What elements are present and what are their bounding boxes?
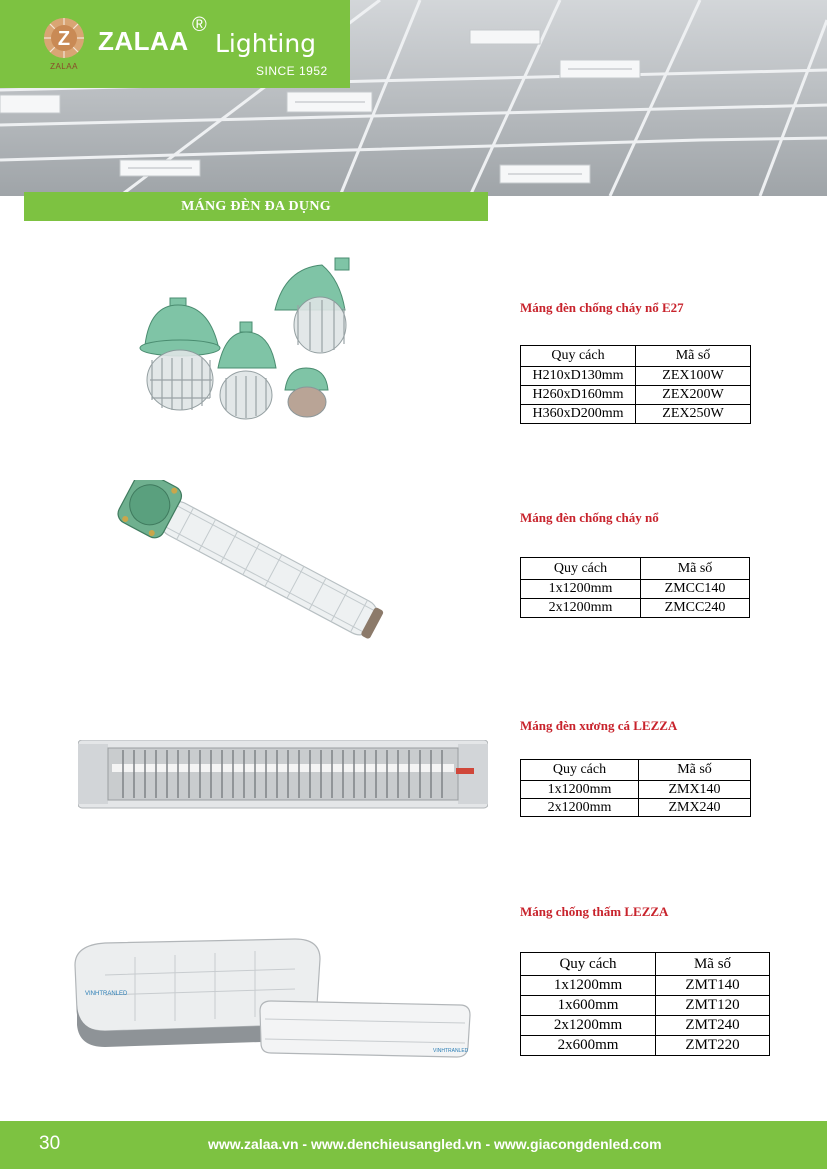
- explosion-proof-lamps-image: [130, 250, 360, 425]
- svg-text:Z: Z: [57, 28, 71, 50]
- page-number: 30: [39, 1133, 61, 1154]
- product-title-4: Máng chống thấm LEZZA: [520, 904, 669, 919]
- table-cell: ZMT240: [656, 1016, 770, 1036]
- header-spec: Quy cách: [521, 558, 641, 580]
- table-cell: 1x600mm: [521, 996, 656, 1016]
- brand-suffix: Lighting: [215, 29, 317, 58]
- product-title-1: Máng đèn chống cháy nổ E27: [520, 300, 684, 315]
- header-code: Mã số: [641, 558, 750, 580]
- table-cell: ZMT140: [656, 976, 770, 996]
- header-spec: Quy cách: [521, 346, 636, 367]
- table-cell: ZMCC140: [641, 580, 750, 599]
- header-code: Mã số: [639, 760, 751, 781]
- table-cell: 1x1200mm: [521, 976, 656, 996]
- table-cell: 1x1200mm: [521, 580, 641, 599]
- table-cell: ZEX250W: [636, 405, 751, 424]
- table-cell: 2x600mm: [521, 1036, 656, 1056]
- logo-box: [0, 0, 350, 88]
- table-cell: 2x1200mm: [521, 1016, 656, 1036]
- header-spec: Quy cách: [521, 760, 639, 781]
- logo-caption: ZALAA: [50, 62, 78, 71]
- header-code: Mã số: [636, 346, 751, 367]
- spec-table-1: [520, 345, 751, 424]
- table-cell: ZEX200W: [636, 386, 751, 405]
- table-cell: H210xD130mm: [521, 367, 636, 386]
- footer: [0, 1121, 827, 1169]
- table-cell: ZMT120: [656, 996, 770, 1016]
- zalaa-logo-icon: [38, 14, 90, 62]
- table-cell: ZEX100W: [636, 367, 751, 386]
- spec-table-3: [520, 759, 751, 817]
- footer-links[interactable]: www.zalaa.vn - www.denchieusangled.vn - www.giacongdenled.com: [208, 1136, 662, 1152]
- table-cell: 1x1200mm: [521, 781, 639, 799]
- spec-table-2: [520, 557, 750, 618]
- table-cell: ZMT220: [656, 1036, 770, 1056]
- svg-text:VINHTRANLED: VINHTRANLED: [85, 991, 128, 997]
- registered-mark: ®: [192, 14, 207, 36]
- explosion-proof-tube-image: [100, 480, 390, 640]
- product-title-2: Máng đèn chống cháy nổ: [520, 510, 659, 525]
- waterproof-fixture-image: [65, 935, 495, 1065]
- table-cell: ZMX240: [639, 799, 751, 817]
- svg-text:VINHTRANLED: VINHTRANLED: [433, 1048, 469, 1054]
- header-banner: [0, 0, 827, 196]
- spec-table-4: [520, 952, 770, 1056]
- fishbone-fixture-image: [78, 740, 488, 810]
- table-cell: ZMX140: [639, 781, 751, 799]
- table-cell: 2x1200mm: [521, 799, 639, 817]
- product-title-3: Máng đèn xương cá LEZZA: [520, 718, 678, 733]
- table-cell: H260xD160mm: [521, 386, 636, 405]
- brand-name: ZALAA: [98, 26, 189, 56]
- table-cell: H360xD200mm: [521, 405, 636, 424]
- table-cell: 2x1200mm: [521, 599, 641, 618]
- since-text: SINCE 1952: [256, 64, 328, 78]
- section-title: MÁNG ĐÈN ĐA DỤNG: [181, 199, 331, 214]
- section-header: [24, 192, 488, 221]
- header-code: Mã số: [656, 953, 770, 976]
- table-cell: ZMCC240: [641, 599, 750, 618]
- header-spec: Quy cách: [521, 953, 656, 976]
